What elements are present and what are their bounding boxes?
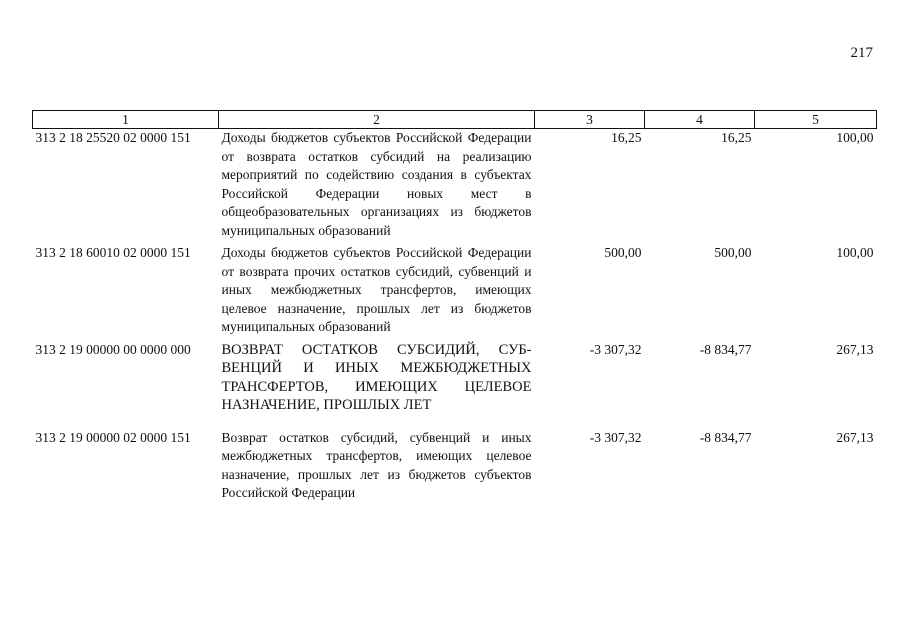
- row-value-col4: -8 834,77: [699, 341, 752, 357]
- budget-table: [32, 110, 877, 507]
- table-row: [33, 429, 877, 507]
- row-value-col5: 100,00: [836, 245, 874, 260]
- table-header: [33, 111, 877, 129]
- row-description: Возврат остатков субсидий, субвенций и иных межбюджетных трансфертов, имеющих целевое назначение, прошлых лет из бюджетов субъектов Российской Федерации: [221, 429, 532, 500]
- row-value-col3: -3 307,32: [589, 429, 642, 445]
- header-col-5: 5: [755, 111, 877, 129]
- row-value-col4: -8 834,77: [699, 429, 752, 445]
- row-value-col5: 100,00: [836, 130, 874, 145]
- table-row: [33, 341, 877, 429]
- row-description: Доходы бюджетов субъектов Российской Федерации от возврата остатков субсидий на реализацию мероприятий по содействию создания в субъектах Российской Федерации новых мест в общеобразовательных организациях из бюджетов муниципальных образований: [221, 130, 532, 238]
- row-value-col4: 16,25: [721, 130, 752, 145]
- row-code: 313 2 19 00000 00 0000 000: [35, 341, 191, 357]
- row-value-col3: 16,25: [611, 130, 642, 145]
- header-row: [33, 111, 877, 129]
- row-value-col4: 500,00: [714, 245, 752, 260]
- row-code: 313 2 18 60010 02 0000 151: [35, 245, 191, 260]
- row-description: Доходы бюджетов субъектов Российской Федерации от возврата прочих остатков субсидий, субвенций и иных межбюджетных трансфертов, имеющих целевое назначение, прошлых лет из бюджетов муниципальных образований: [221, 245, 532, 334]
- header-col-3: 3: [535, 111, 645, 129]
- header-col-1: 1: [33, 111, 219, 129]
- header-col-2: 2: [219, 111, 535, 129]
- row-description: ВОЗВРАТ ОСТАТКОВ СУБСИДИЙ, СУБ- ВЕНЦИЙ И ИНЫХ МЕЖБЮДЖЕТНЫХ ТРАНСФЕРТОВ, ИМЕЮЩИХ ЦЕЛЕВОЕ НАЗНАЧЕНИЕ, ПРОШЛЫХ ЛЕТ: [221, 341, 532, 413]
- row-value-col5: 267,13: [836, 429, 874, 445]
- row-value-col5: 267,13: [836, 341, 874, 357]
- table-row: [33, 129, 877, 245]
- row-value-col3: 500,00: [604, 245, 642, 260]
- row-value-col3: -3 307,32: [589, 341, 642, 357]
- table-body: [33, 129, 877, 507]
- row-code: 313 2 18 25520 02 0000 151: [35, 130, 191, 145]
- table-row: [33, 244, 877, 341]
- page-number: 217: [850, 45, 873, 61]
- row-code: 313 2 19 00000 02 0000 151: [35, 429, 191, 445]
- header-col-4: 4: [645, 111, 755, 129]
